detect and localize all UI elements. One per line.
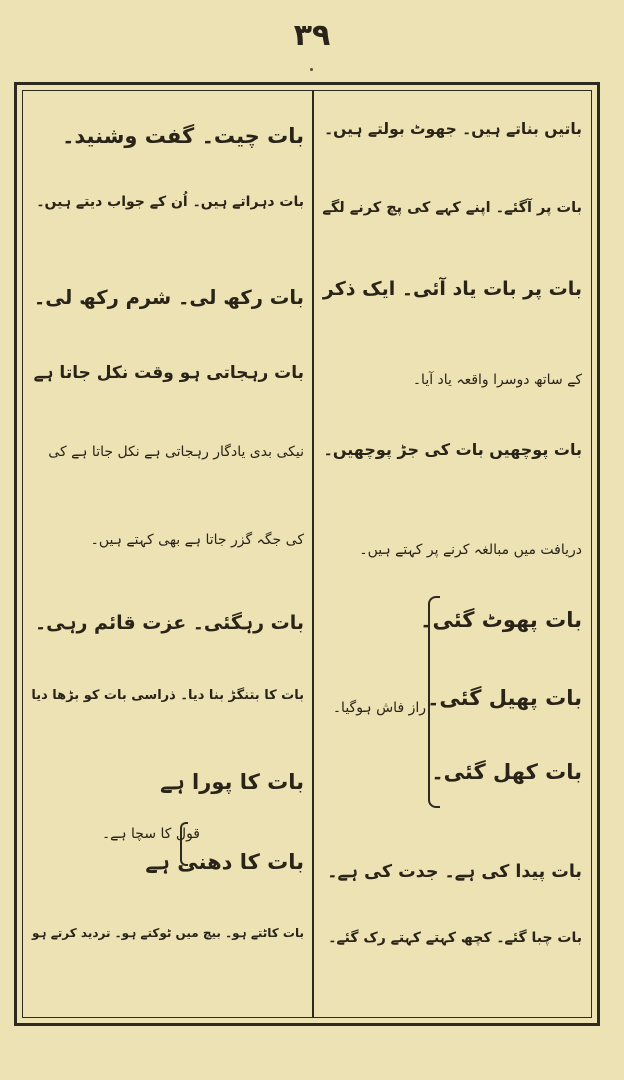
entry-line: بات پر بات یاد آئی۔ ایک ذکر xyxy=(322,278,582,300)
entry-line: باتیں بناتے ہیں۔ جھوٹ بولتے ہیں۔ xyxy=(324,120,582,138)
entry-line: نیکی بدی یادگار رہجاتی ہے نکل جاتا ہے کی xyxy=(48,444,304,460)
grouping-brace-small xyxy=(180,822,188,866)
entry-line: کی جگہ گزر جاتا ہے بھی کہتے ہیں۔ xyxy=(90,532,304,548)
entry-line: بات کھل گئی۔ xyxy=(431,760,582,784)
entry-line: بات پوچھیں بات کی جڑ پوچھیں۔ xyxy=(323,440,582,459)
entry-line: بات کاٹتے ہو۔ بیچ میں ٹوکتے ہو۔ تردید کرتے ہو xyxy=(32,926,304,940)
brace-note: راز فاش ہوگیا۔ xyxy=(332,700,426,716)
grouping-brace xyxy=(428,596,440,808)
entry-line: دریافت میں مبالغہ کرنے پر کہتے ہیں۔ xyxy=(359,542,582,558)
entry-line: بات دہراتے ہیں۔ اُن کے جواب دیتے ہیں۔ xyxy=(36,194,304,210)
entry-line: بات پھیل گئی۔ xyxy=(427,686,582,710)
entry-line: بات چبا گئے۔ کچھ کہتے کہتے رک گئے۔ xyxy=(328,930,582,946)
entry-line: بات چیت۔ گفت وشنید۔ xyxy=(62,124,304,148)
entry-line: بات رکھ لی۔ شرم رکھ لی۔ xyxy=(33,286,304,309)
entry-line: بات پیدا کی ہے۔ جدت کی ہے۔ xyxy=(327,862,582,882)
entry-line: بات پھوٹ گئی۔ xyxy=(420,608,582,632)
column-divider xyxy=(312,90,314,1018)
page-number: ۳۹ xyxy=(293,18,331,53)
entry-line: بات کا دھنی ہے xyxy=(145,850,304,874)
entry-line: بات کا پورا ہے xyxy=(160,770,304,794)
entry-line: بات رہجاتی ہو وقت نکل جاتا ہے xyxy=(33,363,304,383)
ornament-dot xyxy=(310,68,313,71)
entry-line: بات پر آگئے۔ اپنے کہے کی پچ کرنے لگے xyxy=(322,200,582,216)
entry-line: کے ساتھ دوسرا واقعہ یاد آیا۔ xyxy=(412,372,582,388)
entry-line: قول کا سچا ہے۔ xyxy=(101,826,200,842)
left-column xyxy=(26,100,310,1010)
entry-line: بات کا بتنگڑ بنا دیا۔ ذراسی بات کو بڑھا دیا xyxy=(31,688,304,703)
right-column xyxy=(318,100,588,1010)
entry-line: بات رہگئی۔ عزت قائم رہی۔ xyxy=(35,612,304,634)
